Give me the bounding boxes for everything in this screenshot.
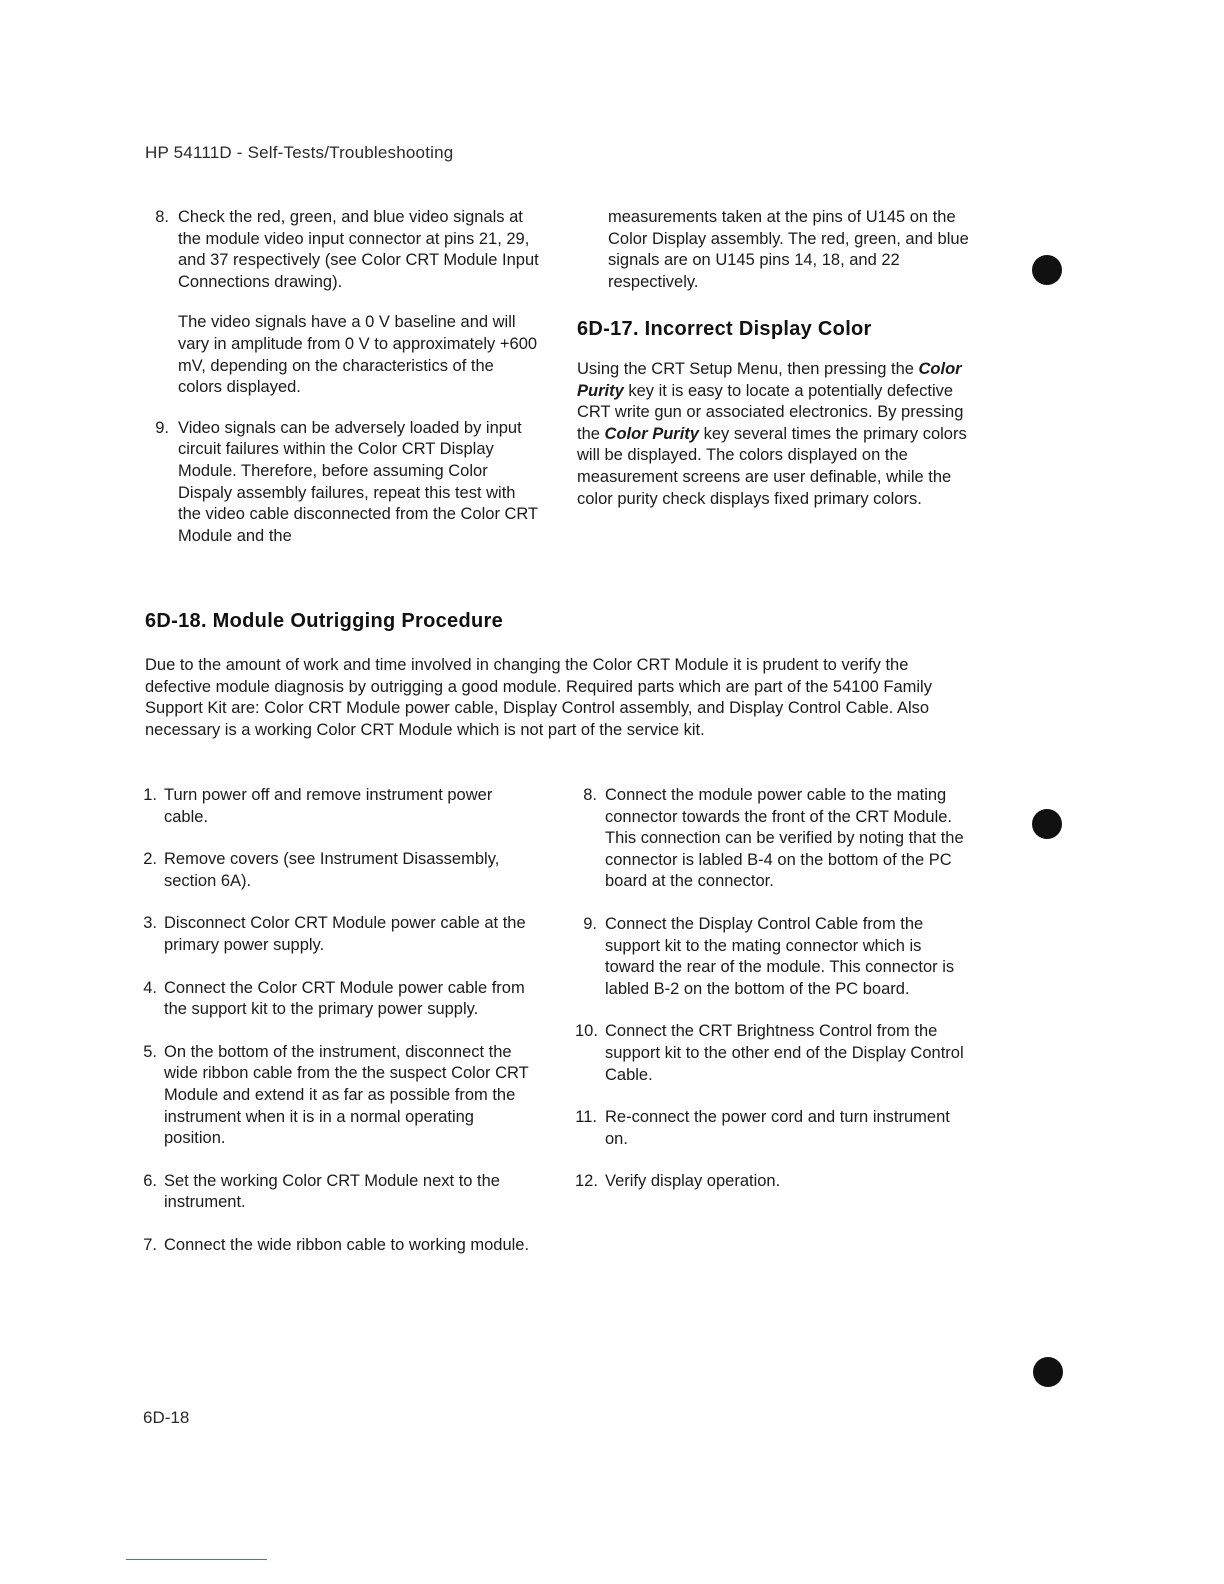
procedure-steps-left bbox=[145, 785, 540, 1257]
procedure-steps-right bbox=[575, 785, 970, 1193]
step-text: Connect the Color CRT Module power cable from the support kit to the primary power supply. bbox=[164, 978, 525, 1019]
step-number: 6. bbox=[143, 1171, 157, 1190]
procedure-step-3 bbox=[145, 913, 540, 956]
left-column bbox=[145, 207, 540, 547]
step-number: 12. bbox=[575, 1172, 598, 1191]
procedure-step-4 bbox=[145, 978, 540, 1021]
step-number: 10. bbox=[575, 1022, 598, 1041]
binder-hole-mark bbox=[1032, 809, 1062, 839]
step-text: Connect the Display Control Cable from the support kit to the mating connector which is toward the rear of the module. This connector is labled B-2 on the bottom of the PC board. bbox=[605, 914, 955, 998]
step-number: 11. bbox=[575, 1108, 597, 1127]
step-text: Remove covers (see Instrument Disassembly, section 6A). bbox=[164, 850, 500, 890]
step-number: 7. bbox=[143, 1235, 157, 1254]
section-heading-6d18: 6D-18. Module Outrigging Procedure bbox=[145, 610, 504, 632]
procedure-step-9 bbox=[575, 914, 970, 1000]
section-6d17-body bbox=[577, 359, 972, 510]
color-purity-key: Color Purity bbox=[577, 359, 962, 400]
step-number: 8. bbox=[583, 786, 597, 804]
procedure-step-5 bbox=[145, 1042, 540, 1150]
step-text: On the bottom of the instrument, disconnect the wide ribbon cable from the the suspect Color CRT Module and extend it as far as possible from the instrument when it is in a normal operating position. bbox=[164, 1042, 529, 1148]
step-text: Turn power off and remove instrument power cable. bbox=[164, 786, 493, 826]
procedure-step-2 bbox=[145, 849, 540, 892]
step-text: Re-connect the power cord and turn instrument on. bbox=[605, 1108, 950, 1148]
section-6d18-intro: Due to the amount of work and time involved in changing the Color CRT Module it is prudent to verify the defective module diagnosis by outrigging a good module. Required parts which are part of the 54100 Family Support Kit are: Color CRT Module power cable, Display Control assembly, and Display Control Cable. Also necessary is a working Color CRT Module which is not part of the service kit. bbox=[145, 656, 932, 739]
binder-hole-mark bbox=[1032, 255, 1062, 285]
procedure-step-10 bbox=[575, 1021, 970, 1086]
procedure-step-7 bbox=[145, 1235, 540, 1257]
procedure-step-6 bbox=[145, 1171, 540, 1214]
step-text: Verify display operation. bbox=[605, 1172, 781, 1191]
step-text: Set the working Color CRT Module next to the instrument. bbox=[164, 1171, 500, 1212]
step-number: 1. bbox=[143, 786, 157, 804]
step-text: Video signals can be adversely loaded by input circuit failures within the Color CRT Display Module. Therefore, before assuming Color Dispaly assembly failures, repeat this test with the video cable disconnected from the Color CRT Module and the bbox=[178, 418, 538, 545]
section-heading-6d17: 6D-17. Incorrect Display Color bbox=[577, 318, 872, 341]
step-9-video-loading bbox=[145, 418, 540, 548]
step-number: 4. bbox=[143, 978, 157, 997]
procedure-step-1 bbox=[145, 785, 540, 828]
step-text: Check the red, green, and blue video signals at the module video input connector at pins 21, 29, and 37 respectively (see Color CRT Module Input Connections drawing). bbox=[178, 208, 539, 291]
procedure-step-8 bbox=[575, 785, 970, 893]
step-text: Connect the CRT Brightness Control from the support kit to the other end of the Display Control Cable. bbox=[605, 1022, 964, 1084]
step-number: 5. bbox=[143, 1042, 157, 1061]
body-text: key it is easy to locate a potentially defective CRT write gun or associated electronics. By pressing the bbox=[577, 381, 964, 443]
step-text: Connect the module power cable to the mating connector towards the front of the CRT Module. This connection can be verified by noting that the connector is labled B-4 on the bottom of the PC board at the connector. bbox=[605, 786, 964, 891]
step-text: Connect the wide ribbon cable to working module. bbox=[164, 1235, 530, 1254]
step-number: 3. bbox=[143, 914, 157, 933]
step-text: Disconnect Color CRT Module power cable at the primary power supply. bbox=[164, 914, 526, 954]
body-text: Using the CRT Setup Menu, then pressing the bbox=[577, 359, 914, 378]
procedure-step-12 bbox=[575, 1171, 970, 1193]
continuation-text: measurements taken at the pins of U145 on the Color Display assembly. The red, green, and blue signals are on U145 pins 14, 18, and 22 respectively. bbox=[608, 208, 969, 291]
footer-rule bbox=[126, 1559, 267, 1560]
step-number: 2. bbox=[143, 850, 157, 869]
step-8-video-check bbox=[145, 207, 540, 293]
step-number: 9. bbox=[155, 418, 169, 437]
color-purity-key: Color Purity bbox=[604, 424, 699, 443]
binder-hole-mark bbox=[1033, 1357, 1063, 1387]
page-number: 6D-18 bbox=[143, 1408, 190, 1427]
running-header: HP 54111D - Self-Tests/Troubleshooting bbox=[145, 143, 454, 162]
step-number: 9. bbox=[583, 914, 597, 933]
step-number: 8. bbox=[155, 208, 169, 226]
step-8-note: The video signals have a 0 V baseline and will vary in amplitude from 0 V to approximately +600 mV, depending on the characteristics of the colors displayed. bbox=[178, 313, 538, 397]
procedure-step-11 bbox=[575, 1107, 970, 1150]
body-text: key several times the primary colors will be displayed. The colors displayed on the measurement screens are user definable, while the color purity check displays fixed primary colors. bbox=[577, 424, 967, 508]
right-column bbox=[577, 207, 972, 510]
